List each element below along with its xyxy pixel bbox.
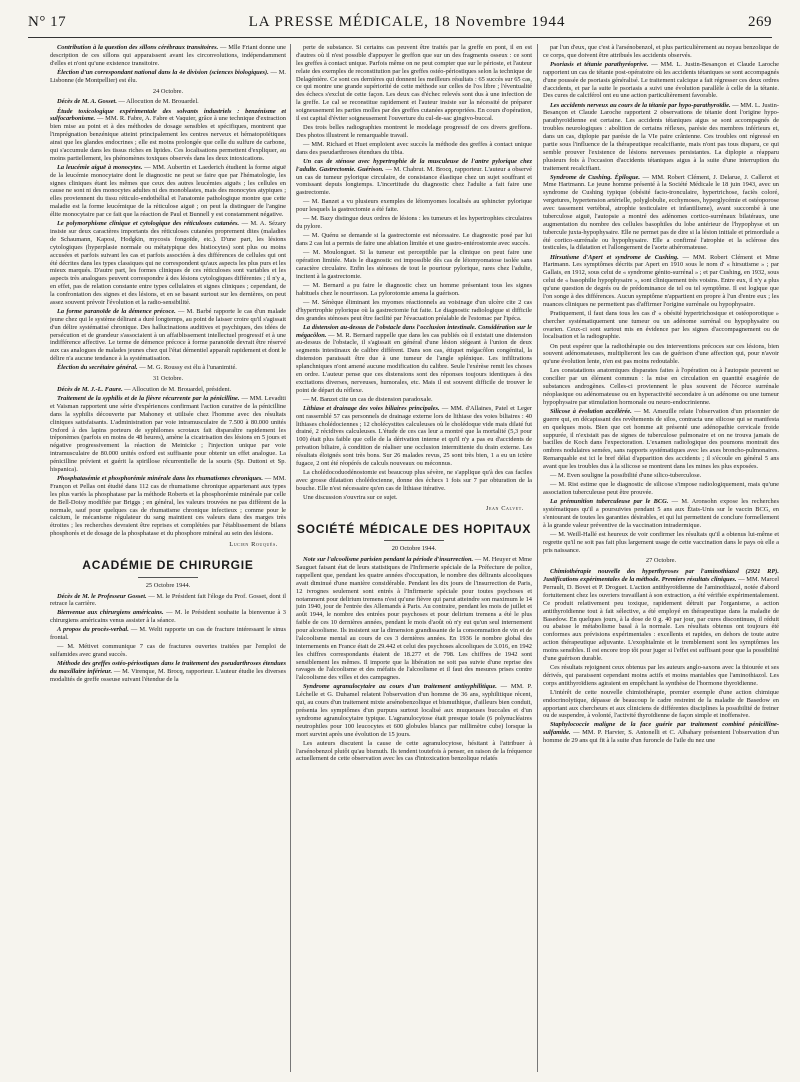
author-signature: Jean Calvet. xyxy=(485,504,524,512)
article-text: par l'un d'eux, que c'est à l'arsénobenzol, et plus particulièrement au noyau benzolique de ce corps, que doivent être attribués les accidents observés. xyxy=(543,44,779,59)
article-text: perte de substance. Si certains cas peuvent être traités par la greffe en pont, il en est d'autres où il n'est possible d'appuyer le greffon que sur un des fragments osseux : ce sont les greffes à contact unique. Parfois même on ne peut compter que sur le périoste, et l'auteur relate des exemples de reconstitution par les greffes ostéo-périostiques selon la technique de Delagénière. Ce sont ces dernières qui donnent les meilleurs résultats : 65 succès sur 65 cas, ce qui montre une grande supériorité de cette méthode sur celles de l'os libre ; l'éventualité des échecs s'exclut de cette façon. Les deux cas d'échec relevés sont dus à une infection de la greffe. Le cal se reconstitue rapidement et l'auteur insiste sur la nécessité de préparer soigneusement les parties molles par des greffes cutanées appropriées. En cours d'opération, il est capital d'éviter soigneusement l'ouverture du cul-de-sac gingivo-buccal. xyxy=(296,44,532,122)
article-paragraph xyxy=(543,44,779,60)
page-header xyxy=(28,14,772,34)
article-paragraph xyxy=(50,69,286,85)
article-title: Contribution à la question des sillons cérébraux transitoires. xyxy=(57,44,219,51)
article-text: Une discussion s'ouvrira sur ce sujet. xyxy=(303,493,398,501)
article-paragraph xyxy=(543,481,779,497)
article-title: Décès de M. J.-L. Faure. xyxy=(57,386,123,393)
article-text: — MM. P. Harvier, S. Antonelli et C. Albahary présentent l'observation d'un homme de 29 ans qui fit à la suite d'un furoncle de l'aile du nez une xyxy=(543,729,779,745)
article-paragraph xyxy=(543,174,779,253)
article-text: — M. G. Roussy est élu à l'unanimité. xyxy=(137,364,237,372)
article-text: — MM. Levaditi et Vaisman rapportent une série d'expériences confirmant l'action curative de la pénicilline dans la syphilis découverte par Mahoney et utilisée chez l'homme avec des résultats cliniques satisfaisants. L'administration par voie intramusculaire de 7.500 à 80.000 unités Oxford à des lapins porteurs de syphilomes scrotaux fait disparaître rapidement les tréponèmes (parfois en moins de 48 heures), amène la cicatrisation des lésions en 5 jours et négative progressivement la réaction de Meinicke ; l'injection unique par voie intramusculaire de 80.000 unités oxford est suffisante pour obtenir un effet analogue. La pénicilline prévient et guérit la spirillose récurrentielle de la souris (Sp. Duttoni et Sp. hispanica). xyxy=(50,395,286,473)
article-paragraph xyxy=(50,660,286,684)
article-text: — MM. P. Léchelle et G. Duhamel relatent l'observation d'un homme de 36 ans, syphilitique récent, qui, au cours d'un traitement mixte arsénobenzolique et bismuthique, d'ailleurs bien conduit, présenta les symptômes d'un purpura surtout localisé aux muqueuses buccales et d'un syndrome agranulocytaire typique. L'agranulocytose était presque totale (6 polynucléaires neutrophiles pour 100 leucocytes et 600 globules blancs par millimètre cube) lorsque la mort survint après une évolution de 15 jours. xyxy=(296,683,532,738)
section-rule xyxy=(138,577,198,578)
article-paragraph xyxy=(543,568,779,663)
article-paragraph xyxy=(50,164,286,219)
article-text: — M. Bernard a pu faire le diagnostic chez un homme présentant tous les signes habituels chez le nourrisson. La pylorotomie amena la guérison. xyxy=(296,281,532,297)
article-paragraph xyxy=(543,343,779,367)
article-text: — M. Rist estime que le diagnostic de silicose s'impose radiologiquement, mais qu'une association tuberculeuse peut être prouvée. xyxy=(543,481,779,496)
article-text: — M. Barbé rapporte le cas d'un malade jeune chez qui le système délirant a duré longtemps, au point de laisser croire qu'il s'agissait d'un délire systématisé chronique. Des hallucinations auditives et psychiques, des idées de persécution et de grandeur s'associaient à un affaiblissement intellectuel progressif et à une indifférence affective. Le terme de démence précoce à forme paranoïde devrait être réservé aux cas analogues de malades jeunes chez qui l'état démentiel apparaît rapidement et dont le délire n'a aucune tendance à la systématisation. xyxy=(50,307,286,363)
session-date: 24 Octobre. xyxy=(152,87,184,95)
article-text: — M. Ameuille relate l'observation d'un prisonnier de guerre qui, en décapissant des revêtements de silos, contracta une silicose qui se manifesta en quelques mois. Bien que cet homme ait présenté une adénopathie cervicale froide suppurée, il n'existait pas de signes de tuberculose pulmonaire et on ne trouva jamais de bacilles de Koch dans l'expectoration. L'examen radiologique des poumons montrait des ombres nodulaires semées, sans rapports systématiques avec les axes broncho-pulmonaires. Remarquable est ici le bref délai d'apparition des accidents ; il s'écoule en général 5 ans avant que les troubles dus à la silicose se montrent dans les mines les plus exposées. xyxy=(543,407,779,470)
article-paragraph xyxy=(296,44,532,123)
article-text: — M. Bazy distingue deux ordres de lésions : les tumeurs et les hypertrophies circulaires du pylore. xyxy=(296,215,532,231)
article-title: Lithiase et drainage des voies biliaires principales. xyxy=(303,404,440,412)
column-divider xyxy=(290,44,291,1072)
article-title: Décès de M. A. Gosset. xyxy=(57,98,117,106)
article-paragraph xyxy=(50,395,286,474)
article-text: — MM. Robert Clément et Mme Hartmann. Les symptômes décrits par Apert en 1910 sous le nom d' « hirsutisme » ; par Gallais, en 1912, sous celui de « syndrome génito-surrénal » ; et par Cushing, en 1932, sous celui de « basophilie hypophysaire », sont cliniquement très voisins. Entre eux, il n'y a plus qu'une question de degrés ou de prédominance de tel ou tel symptôme. Il est logique que l'on songe à des différences. Aucun symptôme n'appartient en propre à l'un d'entre eux ; les nuances cliniques ne permettent pas d'affirmer l'origine surrénale ou hypophysaire. xyxy=(543,253,779,308)
article-paragraph xyxy=(296,249,532,281)
article-text: — M. Chabrut. M. Brocq, rapporteur. L'auteur a observé un cas de tumeur pylorique circulaire, de consistance élastique chez un sujet souffrant et vomissant depuis longtemps. L'incertitude du diagnostic chez l'adulte a fait faire une gastrectomie. xyxy=(296,165,532,197)
issue-number: N° 17 xyxy=(28,14,67,30)
article-paragraph xyxy=(50,220,286,307)
column-3 xyxy=(543,44,779,1074)
article-text: — M. R. Bernard rappelle que dans les cas publiés où il existait une distension au-dessus de l'obstacle, il s'agissait en général d'une lésion siégeant à l'union de deux segments intestinaux de calibre différent. Dans son cas, étiquet mégacôlon congénital, la distension paraissait être due à une tumeur de l'angle splénique. Les infiltrations splanchniques n'ont amené aucune modification du calibre. Seule l'exérèse remit les choses en ordre. L'auteur pense que ces distensions sont des réponses toujours identiques à des excitations diverses, nerveuses, humorales, etc. Mais il est souvent difficile de trouver le point de départ du réflexe. xyxy=(296,331,532,394)
article-text: Ces résultats rejoignent ceux obtenus par les auteurs anglo-saxons avec la thiourée et ses dérivés, qui paraissent cependant moins actifs et moins maniables que l'aminothiazol. Les corps antithyroïdiens agiraient en empêchant la synthèse de l'hormone thyroïdienne. xyxy=(543,663,779,687)
journal-title: LA PRESSE MÉDICALE, 18 Novembre 1944 xyxy=(248,14,566,30)
article-text: Des trois belles radiographies montrent le modelage progressif de ces divers greffons. Des photos illustrent le remarquable travail. xyxy=(296,123,532,139)
section-rule xyxy=(384,540,444,541)
article-paragraph xyxy=(543,61,779,100)
article-paragraph xyxy=(296,324,532,395)
article-text: On peut espérer que la radiothérapie ou des interventions précoces sur ces lésions, bien souvent adénomateuses, multiplieront les cas de guérison d'une affection qui, pour n'avoir qu'une évolution lente, n'en est pas moins redoutable. xyxy=(543,342,779,366)
article-title: Chimiothérapie nouvelle des hyperthyroses par l'aminothiazol (2921 RP). Justifications expérimentales de la méthode. Premiers résultats cliniques. xyxy=(543,568,779,584)
article-text: — M. le Président souhaite la bienvenue à 3 chirurgiens américains venus assister à la séance. xyxy=(50,609,286,625)
article-paragraph xyxy=(296,405,532,468)
article-text: La cholédocoduodénostomie est beaucoup plus sévère, ne s'applique qu'à des cas faciles avec grosse dilatation cholédocienne, donne des échecs 1 fois sur 7 par obturation de la bouche. Elle n'est nécessaire qu'en cas de lithiase itérative. xyxy=(296,468,532,492)
article-paragraph xyxy=(543,689,779,721)
article-text: — MM. R. Fabre, A. Fabre et Vaquier, grâce à une technique d'extraction bien mise au point et à des méthodes de dosage sensibles et spécifiques, montrent que l'imprégnation benzénique atteint principalement les centres nerveux et hématopoïétiques ainsi que les glandes endocrines ; elle est moins prolongée que celle du sulfure de carbone, qui s'accumule dans les tissus riches en lipides. Ces localisations permettent d'expliquer, au moins partiellement, les phénomènes toxiques observés dans les deux intoxications. xyxy=(50,115,286,162)
article-title: Les accidents nerveux au cours de la tétanie par hypo-parathyroïdie. xyxy=(550,101,731,109)
article-title: A propos du procès-verbal. xyxy=(57,626,129,634)
article-text: — Allocution de M. Brouardel. xyxy=(116,98,199,106)
article-text: — M. Even souligne la possibilité d'une silico-tuberculose. xyxy=(550,472,702,480)
article-paragraph xyxy=(296,494,532,502)
header-rule xyxy=(28,37,772,38)
article-text: — M. Banzet cite un cas de distension paradoxale. xyxy=(303,395,433,403)
author-signature: Lucien Rouquès. xyxy=(229,541,278,548)
article-title: Traitement de la syphilis et de la fièvre récurrente par la pénicilline. xyxy=(57,395,240,403)
article-title: Hirsutisme d'Apert et syndrome de Cushing. xyxy=(550,253,679,261)
article-paragraph xyxy=(50,475,286,538)
column-1 xyxy=(50,44,286,1074)
article-paragraph xyxy=(296,141,532,157)
article-text: — MM. L. Justin-Besançon et Claude Laroche rapportent 2 observations de tétanie dont l'origine hypo-parathyroïdienne est certaine. Les accidents tétaniques aigus se sont accompagnés de troubles neurologiques : abolition de certains réflexes, parésie des membres inférieurs et, dans un cas, diplopie par parésie de la VIe paire crânienne. Ces troubles ont régressé en partie sous l'influence de la thérapeutique recalcifiante, mais n'ont pas tous disparu, ce qui semble prouver l'existence de lésions nerveuses persistantes. La diplopie a réapparu plusieurs fois à l'occasion d'accidents tétaniques aigus à la suite d'une interruption du traitement recalcifiant. xyxy=(543,101,779,172)
article-title: Phosphatasémie et phosphorémie minérale dans les rhumatismes chroniques. xyxy=(57,475,263,482)
article-title: Bienvenue aux chirurgiens américains. xyxy=(57,609,164,617)
article-text: — M. Quénu se demande si la gastrectomie est nécessaire. Le diagnostic posé par lui dans 2 cas lui a permis de faire une ablation limitée et une gastro-entérostomie avec succès. xyxy=(296,232,532,248)
article-title: Décès de M. le Professeur Gosset. xyxy=(57,592,147,600)
session-date: 20 Octobre 1944. xyxy=(391,545,437,553)
article-text: — M. Aronsohn expose les recherches systématiques qu'il a poursuivies pendant 5 ans aux États-Unis sur le vaccin BCG, en s'entourant de toutes les garanties désirables, et qui lui permettent de conclure formellement à la grande valeur préventive de la vaccination intradermique. xyxy=(543,498,779,529)
article-paragraph xyxy=(50,44,286,68)
article-paragraph xyxy=(50,593,286,609)
article-paragraph xyxy=(50,386,286,394)
article-paragraph xyxy=(50,308,286,363)
article-text: — M. Weill-Hallé est heureux de voir confirmer les résultats qu'il a obtenus lui-même et regrette qu'il ne soit pas fait plus largement usage de cette vaccination dans le pays où elle a pris naissance. xyxy=(543,530,779,554)
article-paragraph xyxy=(543,408,779,471)
article-text: — M. Welti rapporte un cas de fracture intéressant le sinus frontal. xyxy=(50,626,286,642)
article-paragraph xyxy=(296,282,532,298)
article-text: — MM. Marcel Perrault, D. Bovet et P. Droguet. L'action antithyroïdienne de l'aminothiazol, notée d'abord fortuitement chez les ouvriers travaillant à son extraction, a été vérifiée expérimentalement. Ce produit relativement peu toxique, rapidement détruit par l'organisme, a action antithyroïdienne tout à fait sélective, a été employé en thérapeutique dans la maladie de Basedow. En quelques jours, à la dose de 0 g. 40 par jour, par cures discontinues, il réduit ou abaisse le métabolisme basal à la normale. Les résultats obtenus ont toujours été conformes aux prévisions expérimentales : excellents et rapides, en dehors de toute autre action thérapeutique adjuvante. L'exophtalmie et le tremblement sont les symptômes les moins sensibles. Il est encore trop tôt pour juger si l'effet est suffisant pour que la possibilité d'une guérison durable. xyxy=(543,576,779,662)
article-title: Silicose à évolution accélérée. xyxy=(550,407,632,415)
article-text: L'intérêt de cette nouvelle chimiothérapie, premier exemple d'une action chimique endocrinolytique, dépasse de beaucoup le cadre restreint de la maladie de Basedow en apportant aux chercheurs et aux cliniciens de différentes disciplines la possibilité de freiner ou de suspendre, à volonté, l'activité thyroïdienne de façon simple et inoffensive. xyxy=(543,688,779,720)
session-date: 27 Octobre. xyxy=(645,557,677,565)
article-text: Les auteurs discutent la cause de cette agranulocytose, hésitant à l'attribuer à l'arsénobenzol plutôt qu'au bismuth. Ils tendent toutefois à penser, en raison de la fréquence actuellement de cette observation avec les cas d'intoxication benzolique relatés xyxy=(296,739,532,763)
article-title: La distension au-dessus de l'obstacle dans l'occlusion intestinale. Considération sur le mégacôlon. xyxy=(296,323,532,339)
article-paragraph xyxy=(50,98,286,106)
article-title: Méthode des greffes ostéo-périostiques dans le traitement des pseudarthroses étendues du maxillaire inférieur. xyxy=(50,660,286,676)
article-title: Un cas de sténose avec hypertrophie de la musculeuse de l'antre pylorique chez l'adulte. Gastrectomie. Guérison. xyxy=(296,157,532,173)
article-text: — M. Moulonguet. Si la tumeur est perceptible par la clinique on peut faire une opération limitée. Mais le diagnostic est impossible dès cas de léiomyomatose isolée sans caractère circulaire. Enfin les sténoses de tout le pourtour pylorique, rares chez l'adulte, incitent à la gastrectomie. xyxy=(296,249,532,280)
article-text: — Allocution de M. Brouardel, président. xyxy=(122,386,232,393)
article-paragraph xyxy=(296,158,532,197)
section-heading: SOCIÉTÉ MÉDICALE DES HOPITAUX xyxy=(296,521,532,536)
article-text: — M. Virenque, M. Brocq, rapporteur. L'auteur étudie les diverses modalités de greffe osseuse suivant l'étendue de la xyxy=(50,668,286,683)
article-paragraph xyxy=(50,609,286,625)
article-paragraph xyxy=(543,310,779,342)
session-date: 25 Octobre 1944. xyxy=(145,581,191,589)
article-text: — M. le Président fait l'éloge du Prof. Gosset, dont il retrace la carrière. xyxy=(50,592,286,608)
article-text: — M. A. Sézary insiste sur deux caractères importants des réticuloses cutanées proprement dites (maladies de Schaumann, Kaposi, Hodgkin, mycosis fongoïde, etc.). D'une part, les lésions cytologiques (hyperplasie normale ou métatypique des histiocytes) sont plus ou moins accusées et parfois suivant les cas et parfois associées à des différences de cellules qui ont été décrites dans les types classiques qui ne correspondent qu'aux aspects les plus purs et les mieux marqués. D'autre part, les formes cliniques de ces réticuloses sont variables et les aspects très analogues peuvent correspondre à des lésions cytologiques différentes ; il n'y a, en effet, pas de relation constante entre types cellulaires et signes cliniques ; cependant, de la confrontation des signes et des lésions, et en se basant surtout sur les dernières, on peut assez souvent prévoir l'évolution et la radio-sensibilité. xyxy=(50,220,286,306)
article-text: — MM. Robert Clément, J. Delarue, J. Callerot et Mme Hartmann. Le jeune homme présenté à la Société Médicale le 18 juin 1943, avec un syndrome de Cushing typique (obésité facio-tronculaire, hypertrichose, faciès coloré, vergetures, hypertension artérielle, polyglobulie, ecchymoses, hyperglycémie et ostéoporose avec tassement vertébral, atrophie testiculaire et infantilisme), avant succombé à une tuberculose aiguë, l'autopsie a montré des adénomes cortico-surrénaux bilatéraux, une augmentation du nombre des cellules basophiles du lobe antérieur de l'hypophyse et un tubercule juxta-hypophysaire. Elle ne permet pas de dire si la lésion initiale et primordiale a été cortico-surrénale ou hypophysaire. Elle a confirmé l'atrophie et la sclérose des testicules, la dilatation et l'allongement de l'aorte athéromateuse. xyxy=(543,173,779,252)
session-date: 31 Octobre. xyxy=(152,375,184,383)
article-title: Syndrome de Cushing. Épilogue. xyxy=(550,173,640,181)
article-paragraph xyxy=(543,367,779,406)
article-paragraph xyxy=(296,683,532,738)
article-text: — MM. Richard et Huet emploient avec succès la méthode des greffes à contact unique dans des pseudarthroses étendues du tibia. xyxy=(296,140,532,156)
article-paragraph xyxy=(296,556,532,682)
article-text: — MM. d'Allaines, Patel et Leger ont rassemblé 57 cas personnels de drainage externe lors de lithiase des voies biliaires : 40 lithiases cholédociennes ; 12 cholécystites calculeuses où le cholédoque vide mais dilaté fut drainé, 2 récidives calculeuses. L'étude de ces cas leur a montré que la mortalité (5,3 pour 100) était plus faible que celle de la dérivation interne et qu'il n'y a pas eu d'accidents de privation biliaire, à condition de réaliser une occlusion intermittente du drain externe. Les résultats éloignés sont très bons. Sur 26 malades revus, 25 sont très bien, 1 a eu un ictère fugace, 2 ont été réopérés de calculs nouveaux ou méconnus. xyxy=(296,404,532,467)
article-title: La leucémie aiguë à monocytes. xyxy=(57,163,143,171)
article-text: — Mlle Friant donne une description de ces sillons qui apparaissent avant les circonvolutions, indépendamment d'elles et n'ont qu'une existence transitoire. xyxy=(50,44,286,67)
article-text: — MM. Aubertin et Laederich étudient la forme aiguë de la leucémie monocytaire dont le diagnostic ne peut se faire que par l'hématologie, les signes cliniques étant les mêmes que ceux des autres leucémies aiguës ; les cellules en cause ne sont ni des monocytes adultes ni des monoblastes, mais des monocytes atypiques ; elles proviennent du tissu réticulo-endothélial et l'anatomie pathologique montre que cette maladie est la forme leucémique de la réticulose aiguë ; on peut la distinguer de l'angine élite monocytaire par ce fait que la réaction de Paul et Bunnell y est constamment négative. xyxy=(50,163,286,219)
article-title: Étude toxicologique expérimentale des solvants industriels : benzénisme et sulfocarbonisme. xyxy=(50,107,286,123)
article-title: Note sur l'alcoolisme parisien pendant la période d'insurrection. xyxy=(303,556,474,564)
article-paragraph xyxy=(50,626,286,642)
article-text: — M. Banzet a vu plusieurs exemples de léiomyomes localisés au sphincter pylorique pour lesquels la gastrectomie a été faite. xyxy=(296,198,532,214)
article-paragraph xyxy=(50,643,286,659)
article-paragraph xyxy=(296,299,532,323)
article-paragraph xyxy=(543,254,779,309)
article-paragraph xyxy=(543,664,779,688)
article-text: — M. Sénèque éliminant les myomes réactionnels au voisinage d'un ulcère cite 2 cas d'hypertrophie pylorique où la gastrectomie fut faite. Le diagnostic radiologique si difficile des grandes sténoses peut être facilité par l'évacuation préalable de l'estomac par l'ipéca. xyxy=(296,298,532,322)
article-paragraph xyxy=(296,198,532,214)
article-paragraph xyxy=(296,124,532,140)
article-text: — MM. Françon et Pellas ont étudié dans 112 cas de rhumatisme chronique appartenant aux types les plus variés la phosphatase par la méthode Roberts et la phosphorémie minérale par celle de Bell-Doisy modifiée par Briggs ; en général, les valeurs trouvées ne pas diffèrent de la normale, sauf pour quelques cas de rhumatisme chronique infectieux ; comme pour le calcium, le mécanisme régulateur du sang maintient ces valeurs dans des marges très étroites ; les recherches devraient être reprises et complétées par l'établissement de bilans phosphorés et de dosage de la phosphatase et du phosphore minéral au sein des lésions. xyxy=(50,475,286,538)
article-paragraph xyxy=(296,740,532,764)
article-paragraph xyxy=(296,396,532,404)
article-title: Psoriasis et tétanie parathyréoprive. xyxy=(550,60,649,68)
article-paragraph xyxy=(543,102,779,173)
article-paragraph xyxy=(543,498,779,530)
article-title: Staphylococcie maligne de la face guérie par traitement combiné pénicilline-sulfamide. xyxy=(543,721,779,737)
article-text: — M. Métivet communique 7 cas de fractures ouvertes traitées par l'emploi de sulfamides avec grand succès. xyxy=(50,643,286,659)
article-paragraph xyxy=(50,364,286,372)
article-paragraph xyxy=(296,232,532,248)
article-title: Le polymorphisme clinique et cytologique des réticuloses cutanées. xyxy=(57,220,240,228)
article-paragraph xyxy=(50,108,286,163)
column-2 xyxy=(296,44,532,1074)
article-title: Syndrome agranulocytaire au cours d'un traitement antisyphilitique. xyxy=(303,683,497,691)
article-text: Les constatations anatomiques disparates faites à l'opération ou à l'autopsie peuvent se concilier par un élément commun : la mise en circulation en quantité exagérée de substances androgènes. Celles-ci proviennent le plus souvent de l'écorce surrénale néoplasique ou adénomateuse ou en hyperactivité secondaire à un adénome ou une tumeur hypophysaire par stimulation hormonale ou neuro-endocrinienne. xyxy=(543,367,779,406)
article-text: Pratiquement, il faut dans tous les cas d' « obésité hypertrichosique et ostéoporotique » chercher systématiquement une tumeur ou un adénome surrénal ou hypophysaire ou ovarien. Ceux-ci sont surtout mis en évidence par les signes d'accompagnement ou de localisation et la radiographie. xyxy=(543,309,779,341)
article-paragraph xyxy=(543,721,779,745)
article-paragraph xyxy=(296,469,532,493)
article-title: Élection du secrétaire général. xyxy=(57,364,138,372)
column-divider xyxy=(537,44,538,1072)
article-paragraph xyxy=(543,531,779,555)
article-text: — M. Heuyer et Mme Sauguet faisant état de leurs statistiques de l'Infirmerie spéciale de la Préfecture de police, rappellent que, pendant les quatre années d'occupation, le nombre des délirants alcooliques avait diminué d'une manière considérable. Pendant les dix jours de l'insurrection de Paris, 12 ivrognes seulement sont entrés à l'Infirmerie spéciale pour toutes psychoses et notamment pour delirium tremens n'est qu'une fièvre qui parut atteindre son maximum le 14 juin 1940, jour de l'entrée des Allemands à Paris. Au contraire, pendant les mois de juillet et août 1944, le nombre des entrées pour psychoses et pour delirium tremens a été le plus faible de ces 10 dernières années, pendant le mois d'août où n'y eut qu'un seul internement pour alcoolisme. Ils insistent sur la dimension grandissante de la consommation de vin et de l'alcoolisme mental au cours de ces 3 dernières années. En 1936 le nombre global des internements en France était de 29.442 et celui des psychoses alcooliques de 3.016, en 1942 les chiffres correspondants étaient de 18.277 et de 798. Les chiffres de 1942 sont sensiblement les mêmes. Il importe que la libération ne soit pas suivie d'une reprise des ravages de l'alcoolisme et des méfaits de l'alcoolisme et il faut des mesures prises contre l'alcoolisme des villes et des campagnes. xyxy=(296,556,532,682)
article-paragraph xyxy=(296,215,532,231)
article-title: La forme paranoïde de la démence précoce. xyxy=(57,307,176,315)
article-text: — M. Lisbonne (de Montpellier) est élu. xyxy=(50,68,286,84)
page-number: 269 xyxy=(747,14,772,30)
section-heading: ACADÉMIE DE CHIRURGIE xyxy=(82,557,254,572)
article-text: — MM. L. Justin-Besançon et Claude Laroche rapportent un cas de tétanie post-opératoire où les accidents tétaniques se sont accompagnés d'une poussée de psoriasis généralisé. Le traitement calcique a fait régresser ces deux ordres d'accidents, et par la suite le psoriasis a suivi une évolution parallèle à celle de la tétanie. Des cures de calciférol ont eu une action particulièrement favorable. xyxy=(543,60,779,100)
article-paragraph xyxy=(543,472,779,480)
article-title: La prémunition tuberculeuse par le BCG. xyxy=(550,498,669,506)
article-title: Élection d'un correspondant national dans la 4e division (sciences biologiques). xyxy=(57,68,269,76)
